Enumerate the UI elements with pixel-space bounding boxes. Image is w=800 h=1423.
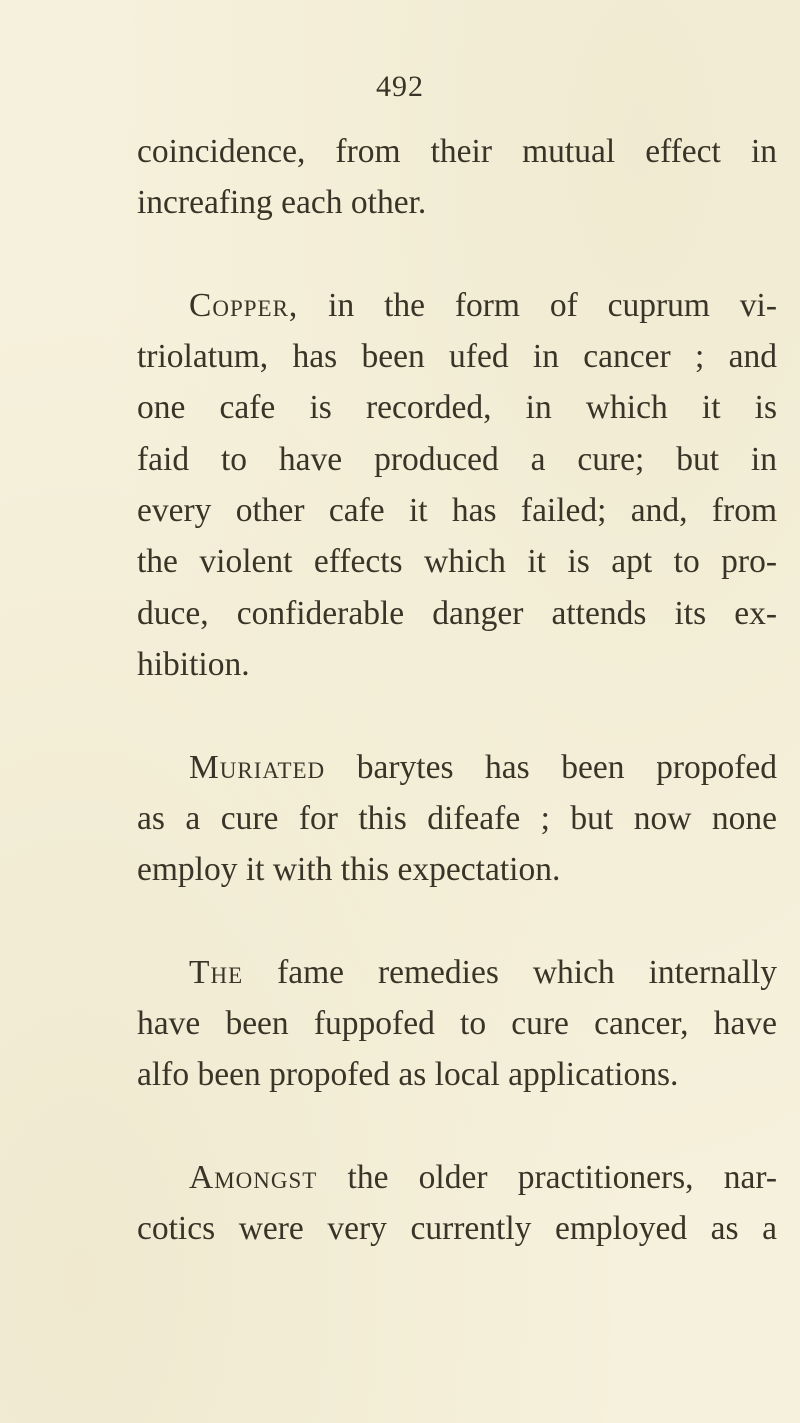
- text-line: triolatum, has been ufed in cancer ; and: [137, 338, 777, 376]
- text-line-rest: the older practitioners, nar-: [317, 1158, 777, 1196]
- text-line: coincidence, from their mutual effect in: [137, 133, 777, 170]
- paragraph-2: [137, 280, 777, 690]
- text-line: employ it with this expectation.: [137, 851, 561, 889]
- text-line: [137, 947, 777, 998]
- page-number: 492: [376, 70, 424, 103]
- paragraph-5: [137, 1152, 777, 1255]
- text-line-rest: in the form of cuprum vi-: [298, 286, 777, 324]
- text-line: [137, 1152, 777, 1203]
- paragraph-lead-word: The: [189, 953, 244, 991]
- text-line: every other cafe it has failed; and, from: [137, 492, 777, 530]
- page-body-text: [137, 126, 777, 1255]
- paragraph-1: [137, 126, 777, 229]
- paragraph-4: [137, 947, 777, 1101]
- paragraph-lead-word: Copper,: [189, 286, 299, 324]
- text-line: have been fuppofed to cure cancer, have: [137, 1005, 777, 1043]
- text-line: [137, 280, 777, 331]
- paragraph-lead-word: Amongst: [189, 1158, 318, 1196]
- text-line: alfo been propofed as local applications.: [137, 1056, 679, 1094]
- paragraph-lead-word: Muriated: [189, 748, 326, 786]
- text-line-rest: barytes has been propofed: [325, 748, 777, 786]
- text-line: the violent effects which it is apt to pro-: [137, 543, 777, 581]
- text-line: hibition.: [137, 645, 250, 683]
- text-line: increafing each other.: [137, 184, 427, 222]
- text-line: duce, confiderable danger attends its ex-: [137, 594, 777, 632]
- text-line: cotics were very currently employed as a: [137, 1210, 777, 1248]
- text-line: one cafe is recorded, in which it is: [137, 389, 777, 427]
- text-line: faid to have produced a cure; but in: [137, 440, 777, 478]
- text-line: as a cure for this difeafe ; but now none: [137, 799, 777, 837]
- text-line: [137, 742, 777, 793]
- text-line-rest: fame remedies which internally: [243, 953, 777, 991]
- paragraph-3: [137, 742, 777, 896]
